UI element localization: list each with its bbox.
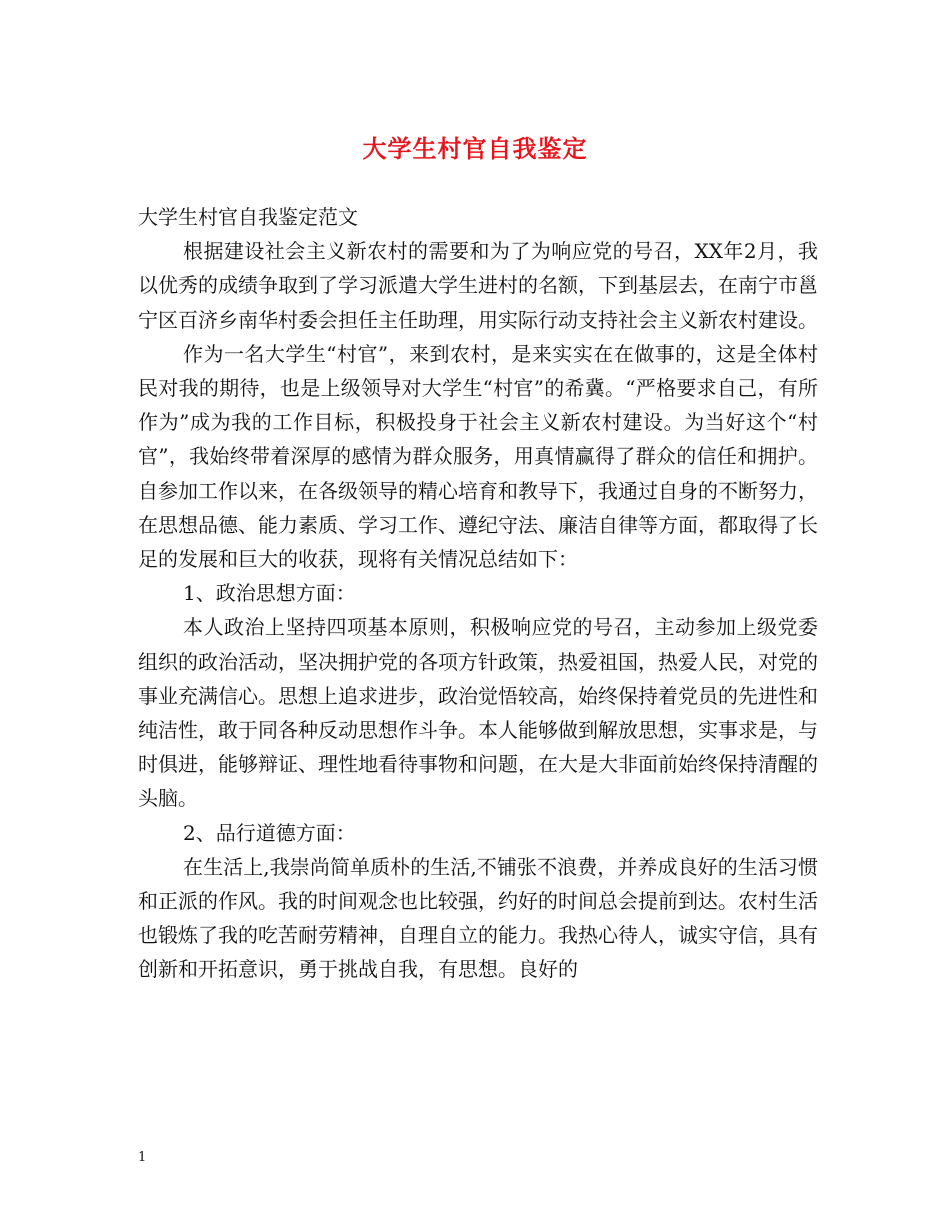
- section-heading-morality: 2、品行道德方面：: [183, 820, 356, 845]
- document-body: [138, 200, 818, 987]
- document-subtitle: 大学生村官自我鉴定范文: [138, 205, 358, 229]
- document-title: 大学生村官自我鉴定: [362, 134, 588, 163]
- paragraph-intro: 根据建设社会主义新农村的需要和为了为响应党的号召，XX年2月，我以优秀的成绩争取到了学习派遣大学生进村的名额，下到基层去，在南宁市邕宁区百济乡南华村委会担任主任助理，用实际行动支持社会主义新农村建设。: [138, 239, 818, 332]
- paragraph-morality: 在生活上,我崇尚简单质朴的生活,不铺张不浪费，并养成良好的生活习惯和正派的作风。我的时间观念也比较强，约好的时间总会提前到达。农村生活也锻炼了我的吃苦耐劳精神，自理自立的能力。我热心待人，诚实守信，具有创新和开拓意识，勇于挑战自我，有思想。良好的: [138, 854, 818, 982]
- section-heading-politics: 1、政治思想方面：: [183, 581, 356, 606]
- paragraph-politics: 本人政治上坚持四项基本原则，积极响应党的号召，主动参加上级党委组织的政治活动，坚决拥护党的各项方针政策，热爱祖国，热爱人民，对党的事业充满信心。思想上追求进步，政治觉悟较高，始终保持着党员的先进性和纯洁性，敢于同各种反动思想作斗争。本人能够做到解放思想，实事求是，与时俱进，能够辩证、理性地看待事物和问题，在大是大非面前始终保持清醒的头脑。: [138, 615, 818, 811]
- page-number: 1: [138, 1150, 147, 1165]
- paragraph-role: 作为一名大学生“村官”，来到农村，是来实实在在做事的，这是全体村民对我的期待，也是上级领导对大学生“村官”的希冀。“严格要求自己，有所作为”成为我的工作目标，积极投身于社会主义新农村建设。为当好这个“村官”，我始终带着深厚的感情为群众服务，用真情赢得了群众的信任和拥护。自参加工作以来，在各级领导的精心培育和教导下，我通过自身的不断努力，在思想品德、能力素质、学习工作、遵纪守法、廉洁自律等方面，都取得了长足的发展和巨大的收获，现将有关情况总结如下：: [138, 341, 818, 572]
